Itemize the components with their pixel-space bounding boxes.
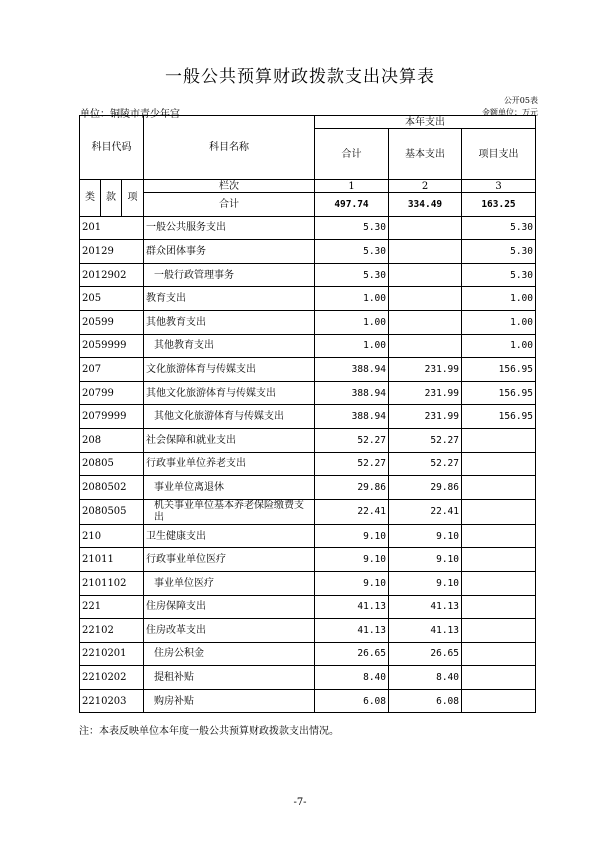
total-row-total: 497.74: [315, 193, 389, 217]
row-basic: 231.99: [389, 381, 462, 405]
row-project: 156.95: [462, 381, 536, 405]
row-total: 52.27: [315, 452, 389, 476]
row-code: 2059999: [80, 334, 144, 358]
table-row: [80, 287, 536, 311]
row-basic: [389, 263, 462, 287]
row-name: 住房公积金: [144, 642, 315, 666]
header-lei: 类: [80, 180, 101, 217]
header-code: 科目代码: [80, 116, 144, 180]
row-total: 8.40: [315, 666, 389, 690]
header-col1: 1: [315, 180, 389, 193]
row-name: 行政事业单位养老支出: [144, 452, 315, 476]
form-number: 公开05表: [503, 96, 538, 105]
row-name: 一般行政管理事务: [144, 263, 315, 287]
header-basic: 基本支出: [389, 129, 462, 180]
row-code: 2012902: [80, 263, 144, 287]
row-total: 41.13: [315, 595, 389, 619]
header-total: 合计: [315, 129, 389, 180]
row-basic: 9.10: [389, 548, 462, 572]
row-total: 5.30: [315, 263, 389, 287]
row-total: 6.08: [315, 689, 389, 713]
row-total: 9.10: [315, 571, 389, 595]
header-project: 项目支出: [462, 129, 536, 180]
row-project: [462, 619, 536, 643]
table-row: [80, 524, 536, 548]
row-name: 其他文化旅游体育与传媒支出: [144, 405, 315, 429]
row-basic: 231.99: [389, 405, 462, 429]
row-project: [462, 689, 536, 713]
row-basic: 231.99: [389, 358, 462, 382]
header-lanci: 栏次: [144, 180, 315, 193]
row-project: 156.95: [462, 405, 536, 429]
row-project: 1.00: [462, 310, 536, 334]
row-basic: [389, 334, 462, 358]
row-code: 21011: [80, 548, 144, 572]
row-total: 1.00: [315, 334, 389, 358]
amount-unit-label: 金额单位：万元: [482, 108, 538, 117]
row-code: 221: [80, 595, 144, 619]
row-name: 教育支出: [144, 287, 315, 311]
row-basic: 52.27: [389, 428, 462, 452]
row-name: 其他教育支出: [144, 334, 315, 358]
row-total: 26.65: [315, 642, 389, 666]
table-note: 注：本表反映单位本年度一般公共预算财政拨款支出情况。: [79, 726, 339, 737]
row-code: 210: [80, 524, 144, 548]
row-basic: [389, 287, 462, 311]
row-project: [462, 499, 536, 524]
header-name: 科目名称: [144, 116, 315, 180]
table-row: [80, 428, 536, 452]
table-row: [80, 405, 536, 429]
header-xiang: 项: [122, 180, 144, 217]
row-code: 20805: [80, 452, 144, 476]
row-project: 1.00: [462, 287, 536, 311]
total-row-project: 163.25: [462, 193, 536, 217]
row-name: 住房保障支出: [144, 595, 315, 619]
table-row: [80, 499, 536, 524]
unit-label: 单位：铜陵市青少年宫: [80, 109, 180, 120]
row-name: 其他教育支出: [144, 310, 315, 334]
row-total: 9.10: [315, 524, 389, 548]
row-total: 22.41: [315, 499, 389, 524]
total-row-basic: 334.49: [389, 193, 462, 217]
table-row: [80, 548, 536, 572]
header-group: 本年支出: [315, 116, 536, 129]
row-total: 41.13: [315, 619, 389, 643]
row-basic: [389, 310, 462, 334]
table-row: [80, 240, 536, 264]
table-row: [80, 595, 536, 619]
header-col2: 2: [389, 180, 462, 193]
row-basic: 6.08: [389, 689, 462, 713]
row-project: 156.95: [462, 358, 536, 382]
row-project: [462, 452, 536, 476]
table-row: [80, 619, 536, 643]
row-name: 机关事业单位基本养老保险缴费支出: [144, 499, 315, 524]
row-basic: [389, 240, 462, 264]
row-basic: 9.10: [389, 524, 462, 548]
row-name: 其他文化旅游体育与传媒支出: [144, 381, 315, 405]
table-row: [80, 689, 536, 713]
row-basic: 22.41: [389, 499, 462, 524]
document-title: 一般公共预算财政拨款支出决算表: [165, 67, 435, 87]
row-project: 5.30: [462, 263, 536, 287]
row-name: 文化旅游体育与传媒支出: [144, 358, 315, 382]
row-project: [462, 595, 536, 619]
header-kuan: 款: [101, 180, 122, 217]
expenditure-table: [79, 115, 536, 713]
table-row: [80, 381, 536, 405]
row-code: 20799: [80, 381, 144, 405]
row-project: [462, 428, 536, 452]
table-row: [80, 642, 536, 666]
row-total: 52.27: [315, 428, 389, 452]
row-code: 2210202: [80, 666, 144, 690]
row-name: 购房补贴: [144, 689, 315, 713]
row-basic: 8.40: [389, 666, 462, 690]
row-name: 行政事业单位医疗: [144, 548, 315, 572]
row-total: 388.94: [315, 381, 389, 405]
row-code: 2080502: [80, 476, 144, 500]
page-number: -7-: [293, 797, 307, 808]
table-row: [80, 452, 536, 476]
row-code: 208: [80, 428, 144, 452]
row-project: [462, 642, 536, 666]
row-code: 2101102: [80, 571, 144, 595]
row-name: 住房改革支出: [144, 619, 315, 643]
row-basic: 9.10: [389, 571, 462, 595]
row-project: 5.30: [462, 216, 536, 240]
row-basic: 26.65: [389, 642, 462, 666]
row-basic: 41.13: [389, 619, 462, 643]
header-col3: 3: [462, 180, 536, 193]
row-total: 1.00: [315, 310, 389, 334]
row-total: 388.94: [315, 358, 389, 382]
row-code: 2080505: [80, 499, 144, 524]
row-project: [462, 548, 536, 572]
row-code: 205: [80, 287, 144, 311]
row-project: [462, 524, 536, 548]
row-name: 社会保障和就业支出: [144, 428, 315, 452]
row-basic: 29.86: [389, 476, 462, 500]
row-total: 388.94: [315, 405, 389, 429]
row-name: 事业单位医疗: [144, 571, 315, 595]
row-name: 卫生健康支出: [144, 524, 315, 548]
row-code: 20129: [80, 240, 144, 264]
row-basic: [389, 216, 462, 240]
row-name: 一般公共服务支出: [144, 216, 315, 240]
row-code: 2210201: [80, 642, 144, 666]
total-row-label: 合计: [144, 193, 315, 217]
table-row: [80, 334, 536, 358]
row-name: 提租补贴: [144, 666, 315, 690]
row-code: 2079999: [80, 405, 144, 429]
row-code: 2210203: [80, 689, 144, 713]
table-row: [80, 666, 536, 690]
row-code: 20599: [80, 310, 144, 334]
row-name: 事业单位离退休: [144, 476, 315, 500]
row-basic: 52.27: [389, 452, 462, 476]
row-name: 群众团体事务: [144, 240, 315, 264]
row-total: 29.86: [315, 476, 389, 500]
row-project: 5.30: [462, 240, 536, 264]
row-total: 5.30: [315, 240, 389, 264]
row-project: [462, 476, 536, 500]
table-row: [80, 310, 536, 334]
row-code: 207: [80, 358, 144, 382]
row-total: 5.30: [315, 216, 389, 240]
row-project: 1.00: [462, 334, 536, 358]
row-code: 201: [80, 216, 144, 240]
row-total: 1.00: [315, 287, 389, 311]
table-row: [80, 571, 536, 595]
table-row: [80, 358, 536, 382]
row-project: [462, 571, 536, 595]
table-row: [80, 216, 536, 240]
table-row: [80, 263, 536, 287]
table-row: [80, 476, 536, 500]
row-project: [462, 666, 536, 690]
row-total: 9.10: [315, 548, 389, 572]
row-code: 22102: [80, 619, 144, 643]
row-basic: 41.13: [389, 595, 462, 619]
